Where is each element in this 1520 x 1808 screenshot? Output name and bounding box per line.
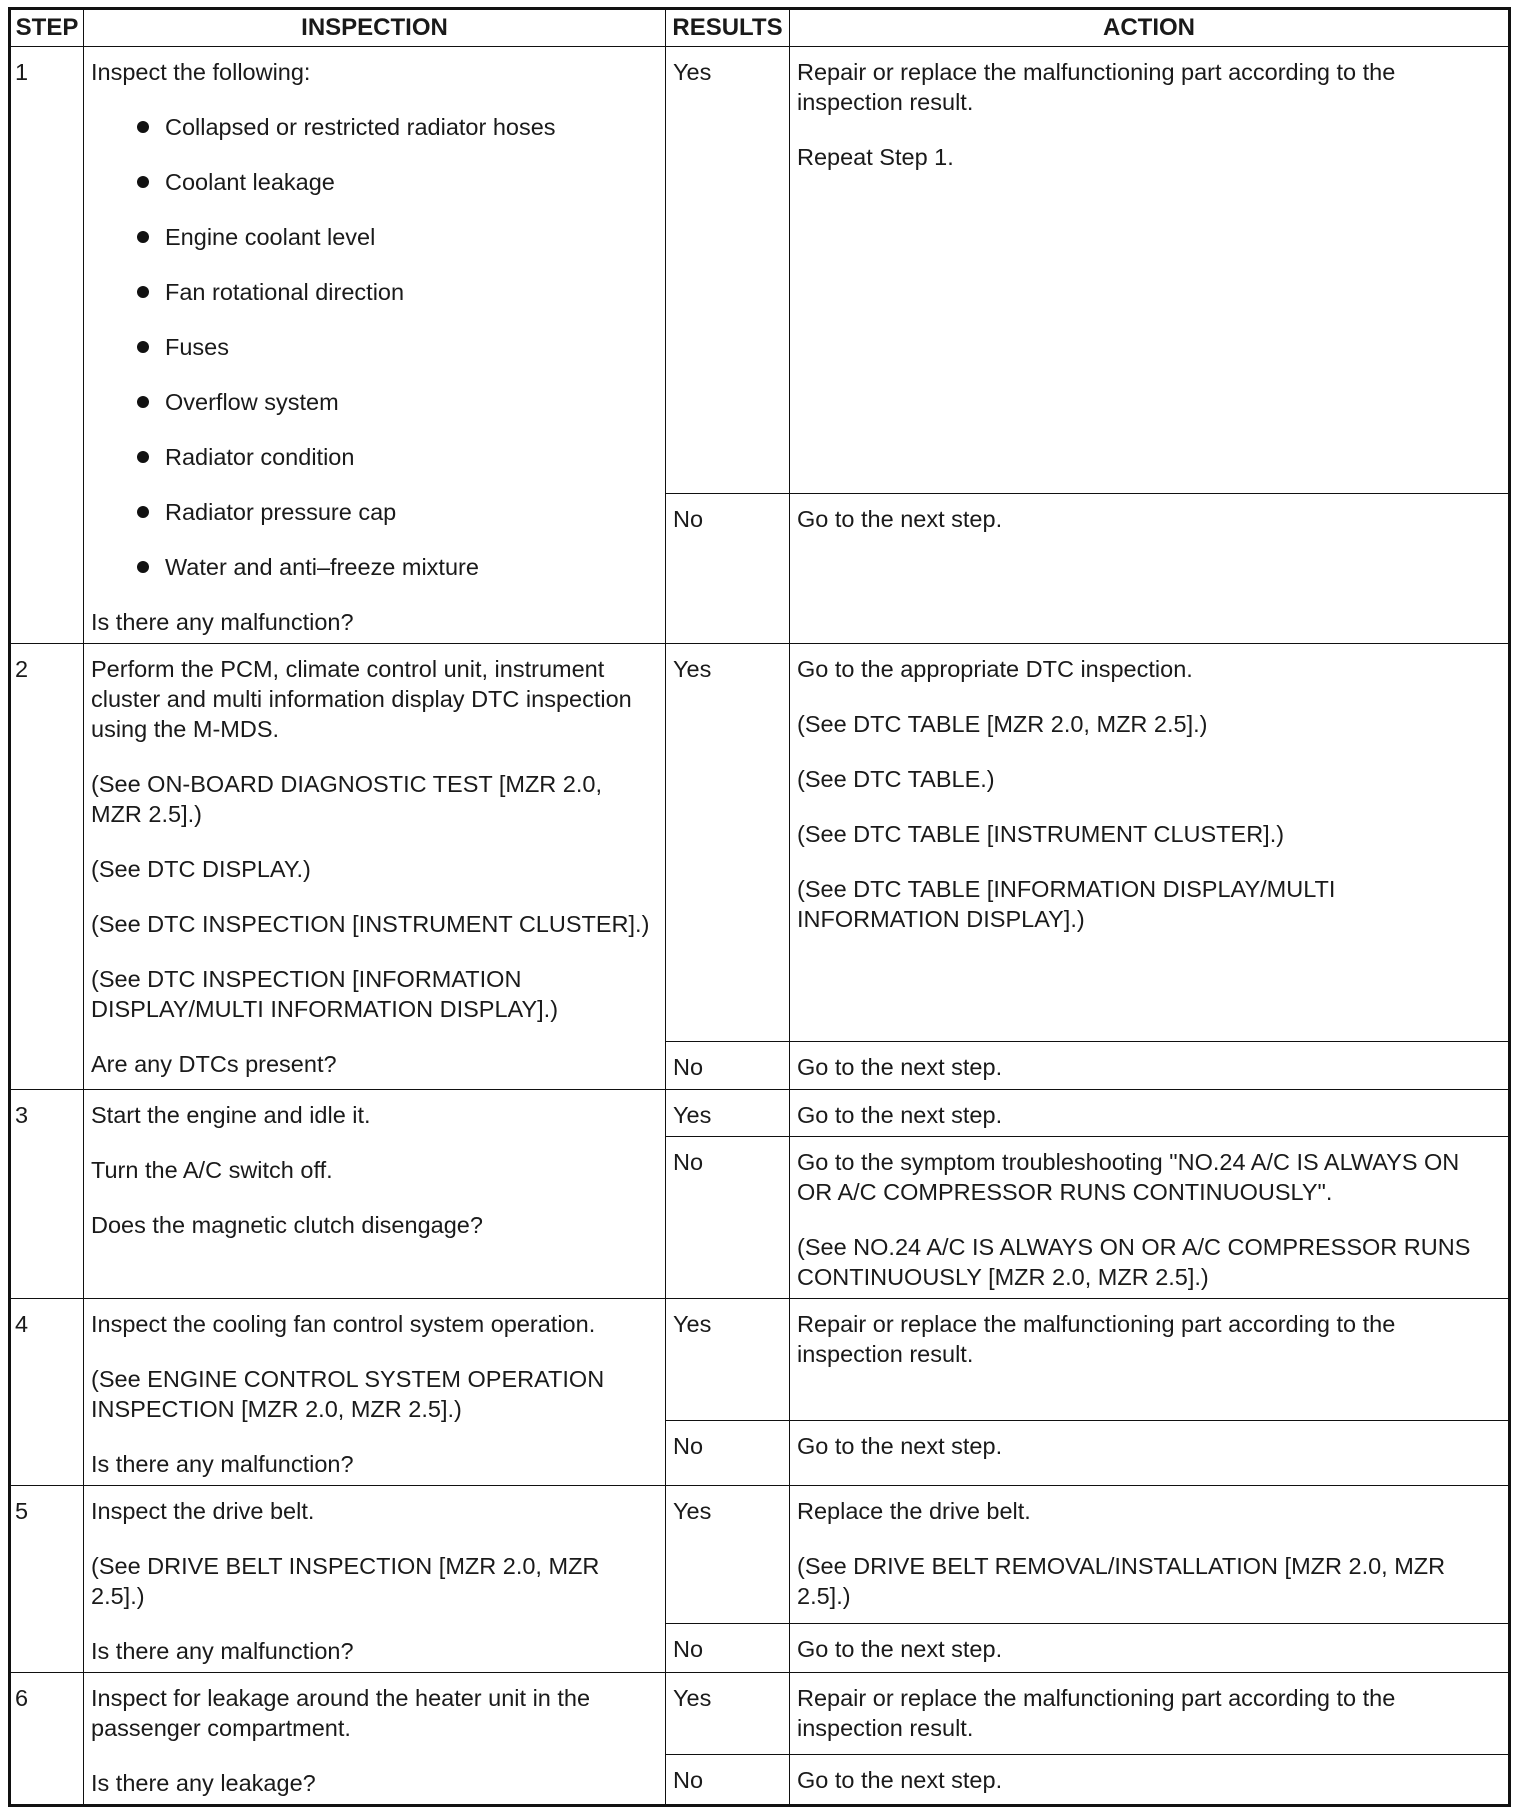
result-label: Yes <box>666 47 790 494</box>
result-label: Yes <box>666 1090 790 1137</box>
step-number: 2 <box>10 644 84 1090</box>
table-row <box>10 1673 1510 1755</box>
action-text: (See DTC TABLE.) <box>797 766 995 792</box>
action-cell <box>790 1623 1510 1672</box>
bullet-icon <box>137 286 149 298</box>
action-text: Repeat Step 1. <box>797 144 954 170</box>
list-item <box>131 222 658 252</box>
result-label: No <box>666 493 790 643</box>
inspection-text: Start the engine and idle it. <box>91 1102 371 1128</box>
action-cell <box>790 644 1510 1042</box>
list-item-text: Fan rotational direction <box>165 279 405 305</box>
list-item <box>131 387 658 417</box>
result-label: Yes <box>666 644 790 1042</box>
result-label: No <box>666 1754 790 1805</box>
header-row <box>10 9 1510 47</box>
inspection-text: (See ENGINE CONTROL SYSTEM OPERATION INSPECTION [MZR 2.0, MZR 2.5].) <box>91 1366 605 1422</box>
action-text: Go to the appropriate DTC inspection. <box>797 656 1193 682</box>
inspection-question: Is there any malfunction? <box>91 609 354 635</box>
result-label: No <box>666 1420 790 1485</box>
inspection-cell <box>84 644 666 1090</box>
action-cell <box>790 1137 1510 1299</box>
result-label: Yes <box>666 1299 790 1421</box>
list-item <box>131 497 658 527</box>
diagnostic-procedure-table <box>8 7 1511 1807</box>
step-number: 5 <box>10 1486 84 1673</box>
header-action: ACTION <box>790 9 1510 47</box>
action-text: Repair or replace the malfunctioning part according to the inspection result. <box>797 1311 1396 1367</box>
list-item <box>131 552 658 582</box>
list-item <box>131 112 658 142</box>
bullet-icon <box>137 341 149 353</box>
list-item-text: Fuses <box>165 334 229 360</box>
bullet-icon <box>137 451 149 463</box>
inspection-text: Inspect the cooling fan control system operation. <box>91 1311 596 1337</box>
action-cell <box>790 1486 1510 1624</box>
action-text: Go to the symptom troubleshooting "NO.24 A/C IS ALWAYS ON OR A/C COMPRESSOR RUNS CONTINUOUSLY". <box>797 1149 1460 1205</box>
list-item <box>131 167 658 197</box>
bullet-icon <box>137 506 149 518</box>
action-text: Repair or replace the malfunctioning part according to the inspection result. <box>797 1685 1396 1741</box>
list-item-text: Radiator pressure cap <box>165 499 397 525</box>
inspection-text: (See DRIVE BELT INSPECTION [MZR 2.0, MZR 2.5].) <box>91 1553 600 1609</box>
action-text: (See DTC TABLE [INSTRUMENT CLUSTER].) <box>797 821 1285 847</box>
inspection-question: Is there any malfunction? <box>91 1451 354 1477</box>
action-text: (See NO.24 A/C IS ALWAYS ON OR A/C COMPRESSOR RUNS CONTINUOUSLY [MZR 2.0, MZR 2.5].) <box>797 1234 1471 1290</box>
action-cell <box>790 1673 1510 1755</box>
result-label: Yes <box>666 1486 790 1624</box>
bullet-icon <box>137 396 149 408</box>
list-item-text: Radiator condition <box>165 444 355 470</box>
step-number: 3 <box>10 1090 84 1299</box>
action-cell <box>790 1042 1510 1090</box>
table-row <box>10 47 1510 494</box>
list-item-text: Collapsed or restricted radiator hoses <box>165 114 556 140</box>
list-item-text: Overflow system <box>165 389 339 415</box>
inspection-text: (See DTC INSPECTION [INFORMATION DISPLAY/MULTI INFORMATION DISPLAY].) <box>91 966 559 1022</box>
table-row <box>10 1090 1510 1137</box>
inspection-cell <box>84 1090 666 1299</box>
header-results: RESULTS <box>666 9 790 47</box>
list-item <box>131 277 658 307</box>
inspection-text: (See DTC DISPLAY.) <box>91 856 311 882</box>
result-label: No <box>666 1042 790 1090</box>
action-text: (See DRIVE BELT REMOVAL/INSTALLATION [MZR 2.0, MZR 2.5].) <box>797 1553 1446 1609</box>
table-row <box>10 644 1510 1042</box>
bullet-icon <box>137 121 149 133</box>
list-item-text: Coolant leakage <box>165 169 335 195</box>
action-text: (See DTC TABLE [INFORMATION DISPLAY/MULTI INFORMATION DISPLAY].) <box>797 876 1336 932</box>
step-number: 4 <box>10 1299 84 1486</box>
action-cell <box>790 1299 1510 1421</box>
inspection-question: Does the magnetic clutch disengage? <box>91 1212 483 1238</box>
header-inspection: INSPECTION <box>84 9 666 47</box>
inspection-text: Inspect the following: <box>91 59 311 85</box>
result-label: Yes <box>666 1673 790 1755</box>
action-text: (See DTC TABLE [MZR 2.0, MZR 2.5].) <box>797 711 1208 737</box>
inspection-cell <box>84 47 666 644</box>
action-text: Go to the next step. <box>797 1766 1003 1793</box>
action-cell <box>790 1754 1510 1805</box>
list-item <box>131 442 658 472</box>
header-step: STEP <box>10 9 84 47</box>
result-label: No <box>666 1623 790 1672</box>
list-item-text: Water and anti–freeze mixture <box>165 554 479 580</box>
inspection-question: Are any DTCs present? <box>91 1051 337 1077</box>
result-label: No <box>666 1137 790 1299</box>
action-cell <box>790 47 1510 494</box>
bullet-icon <box>137 176 149 188</box>
action-text: Go to the next step. <box>797 1432 1003 1459</box>
action-text: Replace the drive belt. <box>797 1498 1031 1524</box>
inspection-text: Turn the A/C switch off. <box>91 1157 333 1183</box>
action-text: Go to the next step. <box>797 505 1003 532</box>
bullet-icon <box>137 231 149 243</box>
action-text: Go to the next step. <box>797 1054 1003 1080</box>
action-text: Repair or replace the malfunctioning part according to the inspection result. <box>797 59 1396 115</box>
inspection-cell <box>84 1299 666 1486</box>
action-cell <box>790 1090 1510 1137</box>
inspection-question: Is there any leakage? <box>91 1770 316 1796</box>
inspection-checklist <box>91 112 658 582</box>
inspection-question: Is there any malfunction? <box>91 1638 354 1664</box>
list-item <box>131 332 658 362</box>
list-item-text: Engine coolant level <box>165 224 376 250</box>
bullet-icon <box>137 561 149 573</box>
inspection-text: Perform the PCM, climate control unit, instrument cluster and multi information display DTC inspection using the M-MDS. <box>91 656 632 742</box>
inspection-text: (See DTC INSPECTION [INSTRUMENT CLUSTER].) <box>91 911 650 937</box>
table-row <box>10 1486 1510 1624</box>
inspection-cell <box>84 1673 666 1806</box>
inspection-cell <box>84 1486 666 1673</box>
table-row <box>10 1299 1510 1421</box>
action-text: Go to the next step. <box>797 1635 1003 1662</box>
step-number: 6 <box>10 1673 84 1806</box>
action-cell <box>790 1420 1510 1485</box>
inspection-text: Inspect for leakage around the heater unit in the passenger compartment. <box>91 1685 591 1741</box>
step-number: 1 <box>10 47 84 644</box>
inspection-text: Inspect the drive belt. <box>91 1498 315 1524</box>
action-cell <box>790 493 1510 643</box>
inspection-text: (See ON-BOARD DIAGNOSTIC TEST [MZR 2.0, MZR 2.5].) <box>91 771 602 827</box>
action-text: Go to the next step. <box>797 1102 1003 1128</box>
